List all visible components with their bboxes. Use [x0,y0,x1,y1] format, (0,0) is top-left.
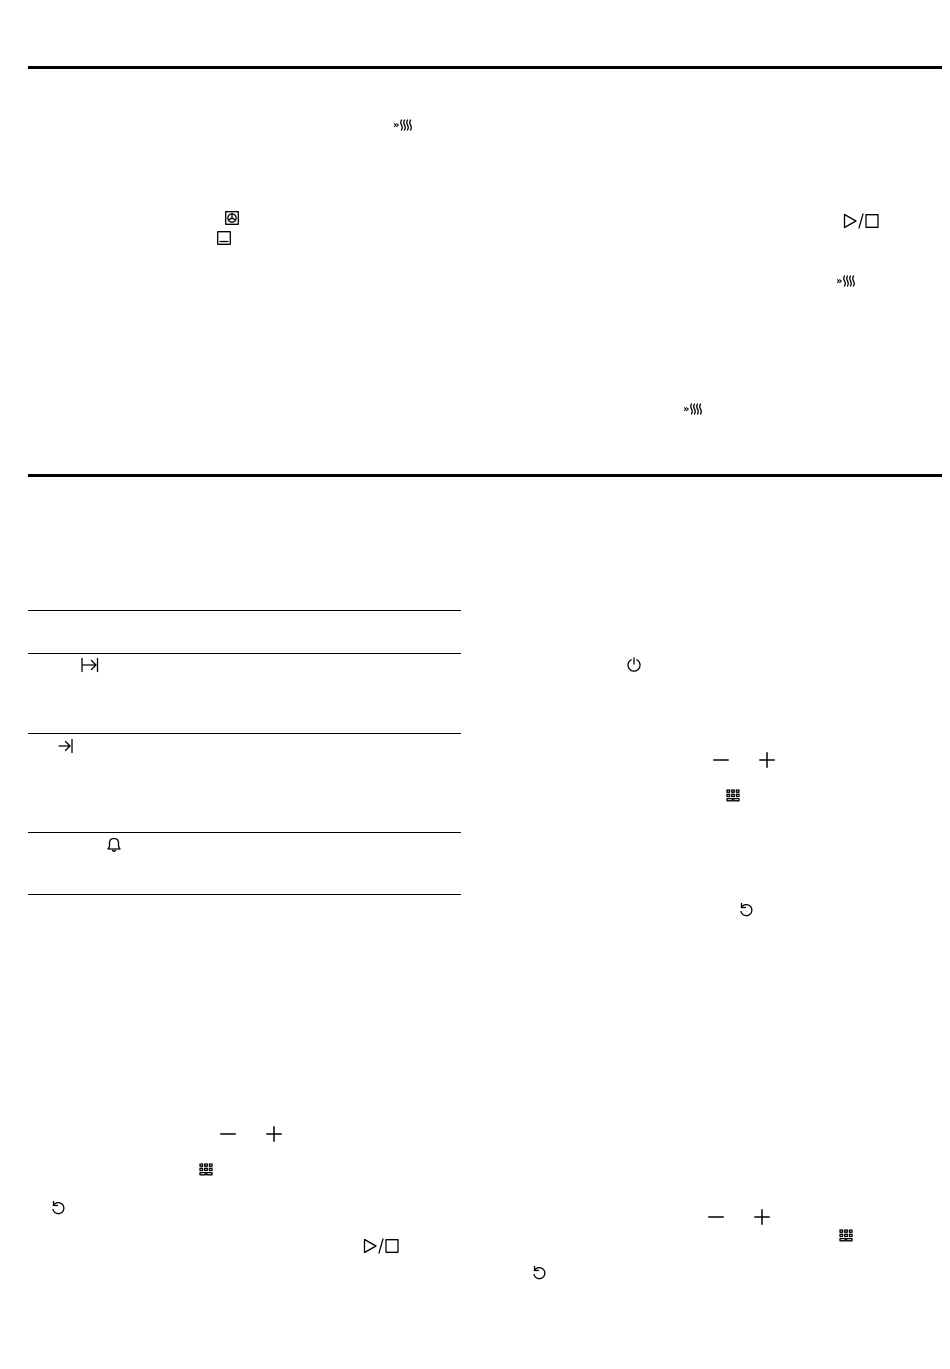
menu-grid-icon[interactable] [199,1163,213,1177]
rapid-heating-icon [683,402,703,416]
table-rule [28,653,461,654]
timer-bell-icon [105,837,123,853]
svg-text:»: » [683,404,690,415]
section-rule-top [28,66,942,69]
back-arrow-icon[interactable] [50,1200,66,1216]
menu-grid-icon[interactable] [839,1229,853,1243]
top-bottom-heating-icon [217,231,231,245]
table-rule [28,894,461,895]
minus-icon[interactable] [713,752,729,768]
svg-text:»: » [393,120,400,131]
table-rule [28,832,461,833]
plus-icon[interactable] [759,752,775,768]
table-rule [28,610,461,611]
plus-icon[interactable] [266,1126,282,1142]
minus-icon[interactable] [220,1126,236,1142]
back-arrow-icon[interactable] [531,1265,547,1281]
power-icon[interactable] [626,657,642,673]
minus-icon[interactable] [708,1209,724,1225]
menu-grid-icon[interactable] [726,789,740,803]
plus-icon[interactable] [754,1209,770,1225]
cooking-time-icon [81,657,99,673]
rapid-heating-icon [836,274,856,288]
rapid-heating-icon [393,118,413,132]
section-rule-middle [28,474,942,477]
hot-air-fan-icon [225,211,239,225]
table-rule [28,733,461,734]
end-time-icon [58,738,74,754]
start-stop-icon[interactable] [363,1238,399,1254]
back-arrow-icon[interactable] [738,902,754,918]
svg-text:»: » [836,276,843,287]
start-stop-icon[interactable] [843,213,879,229]
